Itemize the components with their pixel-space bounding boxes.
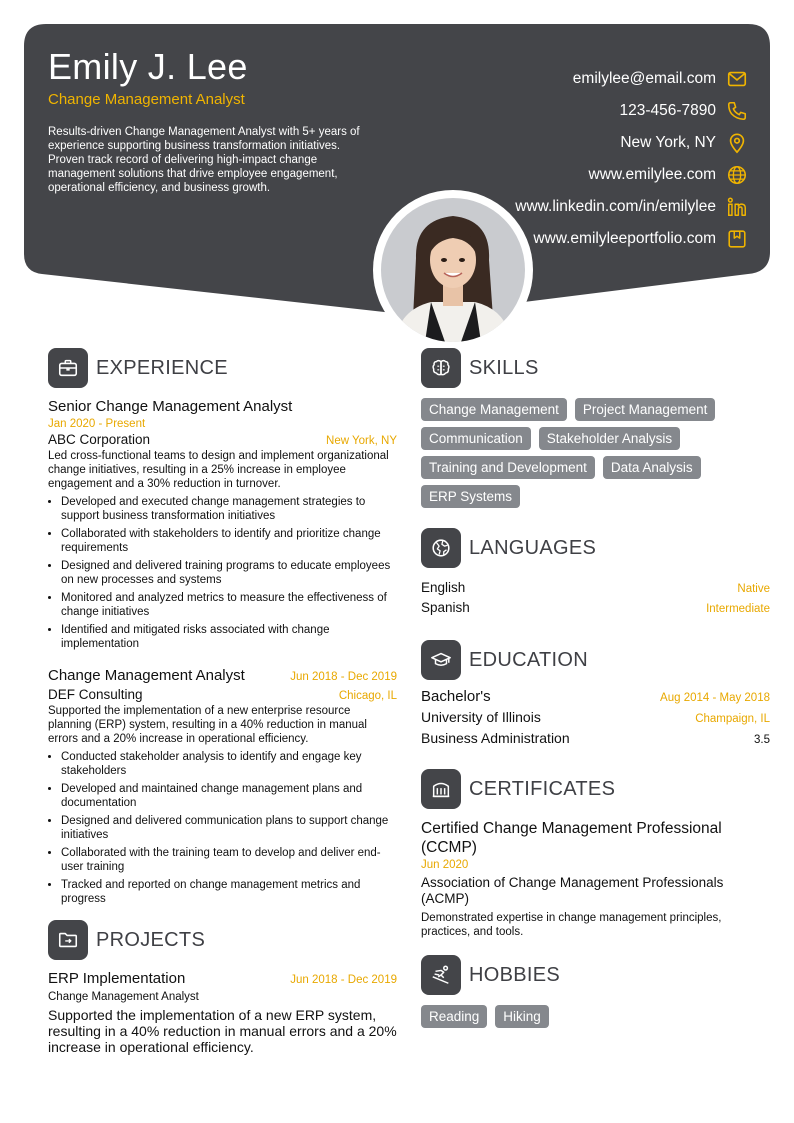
job-location: Chicago, IL: [338, 690, 397, 702]
left-column: [48, 348, 397, 1055]
projects-heading: PROJECTS: [96, 928, 206, 951]
brain-icon: [421, 348, 461, 388]
list-item: • Monitored and analyzed metrics to measure the effectiveness of change initiatives: [61, 591, 397, 619]
certificate-date: Jun 2020: [421, 859, 469, 871]
skiing-icon: [421, 955, 461, 995]
language-name: Spanish: [421, 600, 470, 615]
skill-tag: Communication: [421, 427, 531, 450]
institution-icon: [421, 769, 461, 809]
globe-icon: [726, 164, 748, 186]
project-description: Supported the implementation of a new ERP system, resulting in a 40% reduction in manual errors and a 20% increase in operational efficiency.: [48, 1007, 397, 1055]
skills-heading: SKILLS: [469, 356, 539, 379]
language-level: Intermediate: [706, 603, 770, 615]
language-level: Native: [737, 583, 770, 595]
project-dates: Jun 2018 - Dec 2019: [290, 974, 397, 986]
avatar: [381, 198, 525, 342]
skill-tag: Project Management: [575, 398, 716, 421]
hobby-tag: Reading: [421, 1005, 487, 1028]
language-globe-icon: [421, 528, 461, 568]
list-item: • Designed and delivered communication plans to support change initiatives: [61, 814, 397, 842]
experience-heading: EXPERIENCE: [96, 356, 228, 379]
skill-tag: Stakeholder Analysis: [539, 427, 680, 450]
skill-tag: Training and Development: [421, 456, 595, 479]
experience-item: [48, 667, 397, 906]
contact-phone-text: 123-456-7890: [619, 102, 716, 119]
contact-location: [328, 127, 748, 159]
linkedin-icon: [726, 196, 748, 218]
job-description: Led cross-functional teams to design and implement organizational change initiatives, resulting in a 25% increase in employee engagement and a 30% reduction in turnover.: [48, 450, 389, 490]
job-bullets: [48, 750, 397, 906]
school-location: Champaign, IL: [695, 713, 770, 725]
degree: Bachelor's: [421, 688, 491, 705]
list-item: • Conducted stakeholder analysis to identify and engage key stakeholders: [61, 750, 397, 778]
education-dates: Aug 2014 - May 2018: [660, 692, 770, 704]
projects-section-header: [48, 920, 397, 960]
envelope-icon: [726, 68, 748, 90]
job-location: New York, NY: [326, 435, 397, 447]
contact-website-text: www.emilylee.com: [588, 166, 716, 183]
job-title-header: Change Management Analyst: [48, 91, 245, 108]
skill-tag: ERP Systems: [421, 485, 520, 508]
list-item: • Collaborated with stakeholders to identify and prioritize change requirements: [61, 527, 397, 555]
folder-icon: [48, 920, 88, 960]
languages-section-header: [421, 528, 770, 568]
gpa: 3.5: [754, 734, 770, 746]
briefcase-icon: [48, 348, 88, 388]
certificate-issuer: Association of Change Management Professionals (ACMP): [421, 875, 724, 906]
list-item: • Collaborated with the training team to develop and deliver end-user training: [61, 846, 397, 874]
certificates-section-header: [421, 769, 770, 809]
list-item: • Identified and mitigated risks associated with change implementation: [61, 623, 397, 651]
job-bullets: [48, 495, 397, 651]
bookmark-icon: [726, 228, 748, 250]
job-title: Change Management Analyst: [48, 667, 245, 684]
job-description: Supported the implementation of a new enterprise resource planning (ERP) system, resulting in a 40% reduction in manual errors and a 20% increase in operational efficiency.: [48, 705, 367, 745]
job-dates: Jun 2018 - Dec 2019: [290, 671, 397, 683]
list-item: • Tracked and reported on change management metrics and progress: [61, 878, 397, 906]
right-column: [421, 348, 770, 1028]
contact-location-text: New York, NY: [620, 134, 716, 151]
job-dates: Jan 2020 - Present: [48, 418, 146, 430]
languages-list: [421, 580, 770, 620]
experience-item: [48, 398, 397, 651]
list-item: • Designed and delivered training programs to educate employees on new processes and systems: [61, 559, 397, 587]
contact-linkedin-text: www.linkedin.com/in/emilylee: [515, 198, 716, 215]
profile-summary: Results-driven Change Management Analyst with 5+ years of experience supporting business transformation initiatives. Proven track record of delivering high-impact change management solutions that drive employee engagement, operational efficiency, and business growth.: [48, 126, 360, 194]
contact-email[interactable]: [328, 63, 748, 95]
phone-icon: [726, 100, 748, 122]
certificate-item: [421, 819, 770, 939]
job-title: Senior Change Management Analyst: [48, 398, 293, 415]
company-name: ABC Corporation: [48, 432, 151, 447]
project-item: [48, 970, 397, 1055]
contact-phone[interactable]: [328, 95, 748, 127]
experience-section-header: [48, 348, 397, 388]
contact-email-text: emilylee@email.com: [572, 70, 716, 87]
education-section-header: [421, 640, 770, 680]
project-title: ERP Implementation: [48, 970, 186, 987]
field-of-study: Business Administration: [421, 730, 570, 746]
profile-photo: [373, 190, 533, 350]
skill-tag: Change Management: [421, 398, 567, 421]
certificates-heading: CERTIFICATES: [469, 777, 616, 800]
hobbies-section-header: [421, 955, 770, 995]
skills-list: [421, 398, 770, 508]
contact-portfolio-text: www.emilyleeportfolio.com: [533, 230, 716, 247]
full-name: Emily J. Lee: [48, 46, 248, 87]
education-item: [421, 688, 770, 751]
certificate-description: Demonstrated expertise in change management principles, practices, and tools.: [421, 912, 722, 938]
skills-section-header: [421, 348, 770, 388]
list-item: • Developed and maintained change management plans and documentation: [61, 782, 397, 810]
language-name: English: [421, 580, 466, 595]
certificate-title: Certified Change Management Professional (CCMP): [421, 820, 722, 856]
contact-website[interactable]: [328, 159, 748, 191]
languages-heading: LANGUAGES: [469, 536, 597, 559]
education-heading: EDUCATION: [469, 648, 588, 671]
map-pin-icon: [726, 132, 748, 154]
list-item: • Developed and executed change management strategies to support business transformation initiatives: [61, 495, 397, 523]
graduation-cap-icon: [421, 640, 461, 680]
skill-tag: Data Analysis: [603, 456, 701, 479]
project-role: Change Management Analyst: [48, 991, 199, 1003]
hobbies-heading: HOBBIES: [469, 963, 561, 986]
hobby-tag: Hiking: [495, 1005, 549, 1028]
company-name: DEF Consulting: [48, 687, 143, 702]
hobbies-list: [421, 1005, 770, 1028]
language-item: [421, 580, 770, 600]
school-name: University of Illinois: [421, 709, 541, 725]
language-item: [421, 600, 770, 620]
